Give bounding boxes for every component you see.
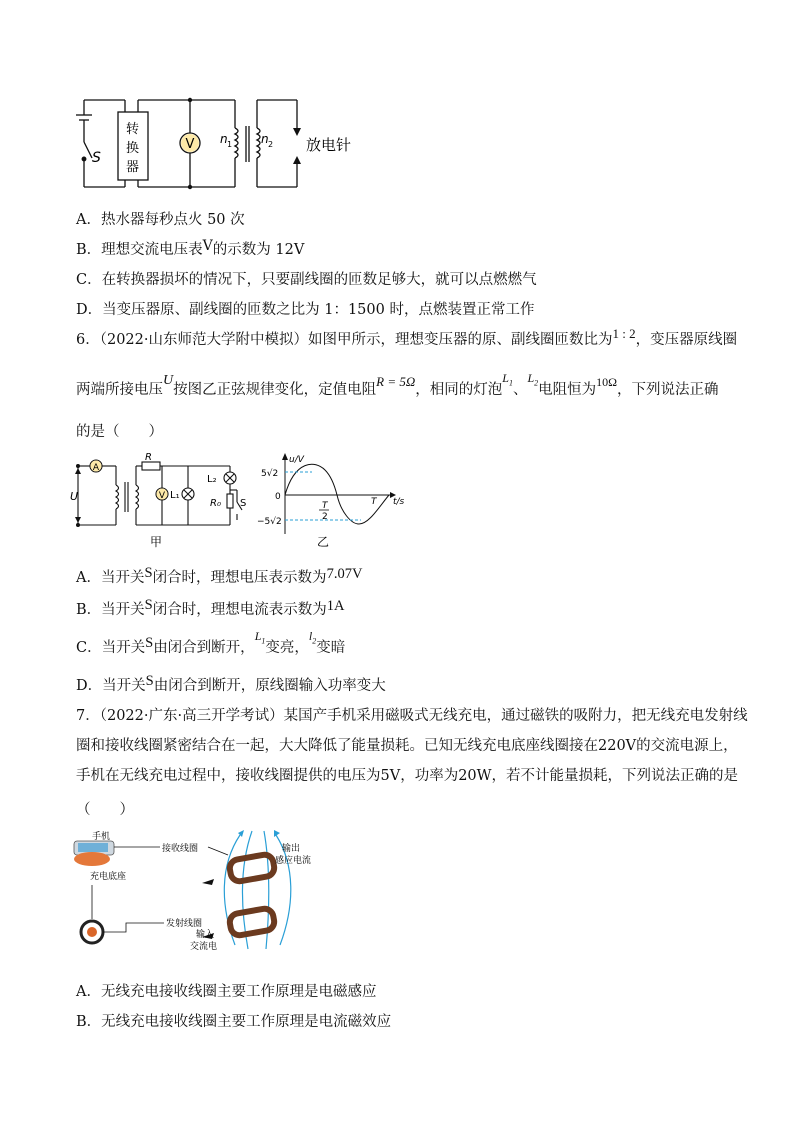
lamp-l2-symbol	[527, 371, 539, 388]
converter-char-1: 转	[126, 122, 140, 137]
q6-option-d	[76, 673, 386, 696]
lamp-l2-label: L₂	[207, 474, 217, 485]
lamp-l1-letter: L	[254, 629, 262, 643]
separator: 、	[512, 382, 528, 398]
q5-option-a: A．热水器每秒点火 50 次	[76, 212, 245, 228]
lamp-l1-letter: L	[502, 371, 509, 385]
resistor-r0-label: R₀	[210, 498, 221, 509]
turns-ratio: 1 : 2	[612, 326, 636, 341]
sine-curve	[285, 464, 389, 524]
induced-current-label: 感应电流	[275, 856, 312, 866]
q5-option-b	[76, 240, 304, 260]
q6-stem-line-3: 的是（ ）	[76, 424, 163, 440]
q7-stem-line-2: 圈和接收线圈紧密结合在一起，大大降低了能量损耗。已知无线充电底座线圈接在220V的交流电源上，	[76, 738, 738, 754]
lamp-l1-label: L₁	[170, 490, 180, 501]
q7-option-a: A．无线充电接收线圈主要工作原理是电磁感应	[76, 984, 377, 1000]
switch-label: S	[92, 150, 101, 166]
n2-subscript: 2	[268, 140, 274, 149]
output-label: 输出	[282, 844, 301, 854]
half-period-numerator: T	[322, 501, 328, 511]
voltmeter-symbol-jia: V	[158, 491, 166, 501]
q6-option-a	[76, 565, 363, 588]
switch-s-label: S	[240, 498, 247, 509]
lamp-l1-sub: 1	[508, 378, 513, 388]
q6-stem-text-b: 按图乙正弦规律变化，定值电阻	[173, 382, 377, 398]
n1-subscript: 1	[227, 140, 233, 149]
q6-option-b-value: 1A	[326, 598, 345, 614]
q7-stem-line-4: （ ）	[76, 802, 134, 818]
lamp-l2-sub: 2	[534, 378, 539, 388]
figure-jia-caption: 甲	[150, 535, 163, 549]
n1-label: n	[220, 132, 228, 146]
q6-stem-text-end: ，变压器原线圈	[635, 332, 738, 348]
igniter-circuit-figure	[70, 90, 370, 195]
converter-char-2: 换	[126, 141, 140, 156]
transmit-coil-label: 发射线圈	[166, 919, 203, 929]
q6-option-b-text: B．当开关	[76, 602, 145, 618]
q6-stem-text-e: ，下列说法正确	[617, 382, 719, 398]
q6-stem-text-a: 两端所接电压	[76, 382, 163, 398]
q6-stem-line-1	[76, 326, 738, 350]
q6-option-c-mid: 由闭合到断开，	[153, 640, 255, 656]
q7-stem-line-1: 7．（2022·广东·高三开学考试）某国产手机采用磁吸式无线充电，通过磁铁的吸附力，把无线充电发射线	[76, 708, 748, 724]
resistor-r-label: R	[145, 452, 152, 463]
phone-icon	[74, 841, 114, 866]
x-axis-label: t/s	[393, 497, 405, 507]
voltmeter-symbol: V	[185, 137, 195, 152]
lamp-l2-letter: l	[308, 629, 313, 643]
y-min-label: −5√2	[257, 517, 282, 527]
lamp-resistance: 10Ω	[596, 375, 618, 389]
q6-option-c	[76, 629, 346, 663]
y-axis-label: u/V	[289, 455, 304, 465]
lamp-l1-sub: 1	[261, 636, 266, 646]
arrow-icon	[202, 879, 214, 885]
q6-option-d-end: 由闭合到断开，原线圈输入功率变大	[153, 678, 386, 694]
q6-option-c-text: C．当开关	[76, 640, 146, 656]
sine-wave-figure-yi	[255, 452, 415, 550]
q6-option-c-mid2: 变亮，	[265, 640, 309, 656]
q6-option-a-mid: 闭合时，理想电压表示数为	[152, 570, 327, 586]
q6-option-d-text: D．当开关	[76, 678, 146, 694]
q7-stem-line-3: 手机在无线充电过程中，接收线圈提供的电压为5V，功率为20W，若不计能量损耗，下列说法正确的是	[76, 768, 739, 784]
ammeter-symbol: A	[92, 463, 100, 473]
q6-stem-text-c: ，相同的灯泡	[415, 382, 503, 398]
q5-option-b-text: B．理想交流电压表	[76, 242, 203, 258]
n2-label: n	[261, 132, 269, 146]
q6-option-a-value: 7.07V	[326, 566, 363, 582]
q6-option-b	[76, 597, 345, 620]
q6-stem-text: 6．（2022·山东师范大学附中模拟）如图甲所示，理想变压器的原、副线圈匝数比为	[76, 332, 613, 348]
receive-coil-label: 接收线圈	[162, 844, 199, 854]
period-label: T	[371, 497, 377, 507]
input-label: 输入	[196, 930, 215, 940]
base-label: 充电底座	[90, 872, 127, 882]
lamp-l1-symbol	[502, 371, 513, 388]
origin-label: 0	[275, 492, 281, 502]
wireless-charging-figure	[70, 825, 330, 955]
half-period-denominator: 2	[322, 512, 328, 522]
q5-option-c: C．在转换器损坏的情况下，只要副线圈的匝数足够大，就可以点燃燃气	[76, 272, 537, 288]
q6-option-b-mid: 闭合时，理想电流表示数为	[152, 602, 327, 618]
y-max-label: 5√2	[261, 469, 279, 479]
q6-option-c-end: 变暗	[316, 640, 346, 656]
voltage-u-label: U	[70, 490, 79, 503]
phone-label: 手机	[92, 832, 111, 842]
switch-symbol: S	[144, 597, 153, 613]
figure-yi-caption: 乙	[317, 535, 330, 549]
switch-symbol: S	[145, 635, 154, 651]
voltage-symbol: U	[163, 373, 174, 388]
lamp-l2-letter: L	[527, 371, 535, 385]
lamp-l1-symbol	[254, 629, 266, 646]
switch-symbol: S	[144, 565, 153, 581]
q5-option-b-text-end: 的示数为 12V	[212, 242, 305, 258]
resistor-equation: R = 5Ω	[376, 374, 416, 389]
q6-stem-line-2	[76, 371, 719, 405]
q5-option-d: D．当变压器原、副线圈的匝数之比为 1：1500 时，点燃装置正常工作	[76, 302, 535, 318]
q6-option-a-text: A．当开关	[76, 570, 145, 586]
discharge-needle-label: 放电针	[306, 136, 352, 154]
switch-symbol: S	[145, 673, 154, 689]
lamp-l2-symbol	[308, 629, 317, 646]
converter-char-3: 器	[126, 160, 140, 175]
lamp-l2-sub: 2	[312, 636, 317, 646]
circuit-figure-jia	[70, 450, 250, 550]
q7-option-b: B．无线充电接收线圈主要工作原理是电流磁效应	[76, 1014, 392, 1030]
ac-label: 交流电	[190, 942, 218, 952]
voltmeter-symbol-inline: V	[202, 238, 213, 254]
q6-stem-text-d: 电阻恒为	[538, 382, 597, 398]
